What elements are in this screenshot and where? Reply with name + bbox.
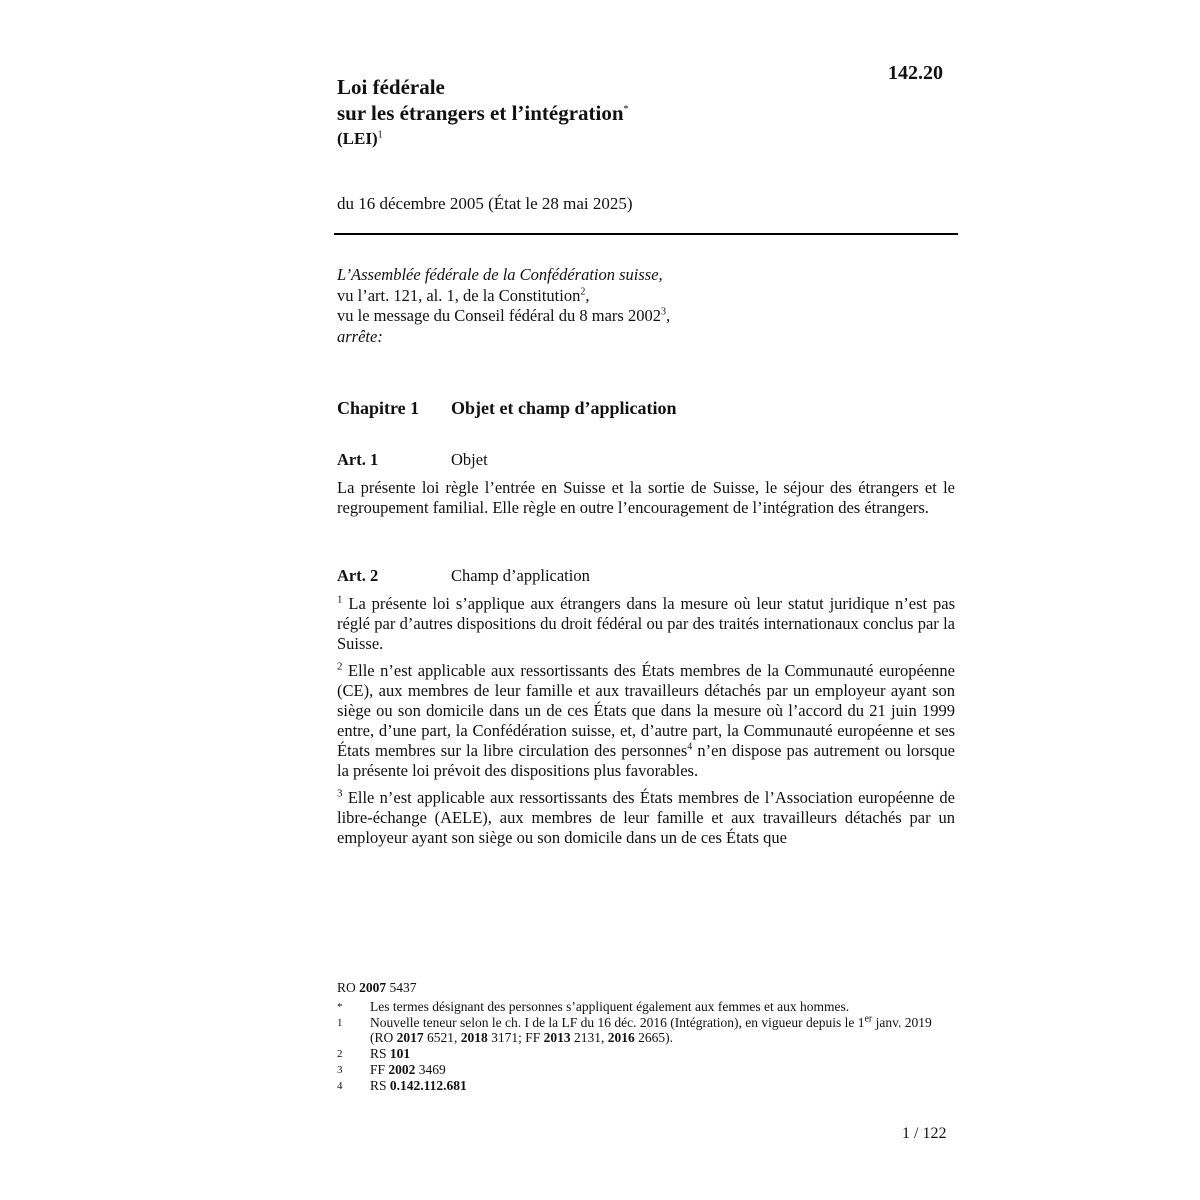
paragraph-1-text: La présente loi s’applique aux étrangers dans la mesure où leur statut juridique n’est pas réglé par d’autres dispositions du droit fédéral ou par des traités internationaux conclus par la Suisse. xyxy=(337,594,955,653)
fn4-number: 0.142.112.681 xyxy=(389,1078,467,1093)
law-title xyxy=(337,74,629,152)
preamble-line-2-end: , xyxy=(665,306,671,325)
footnote-4-text xyxy=(370,1079,955,1094)
article-2-body xyxy=(337,594,955,855)
footnote-ref-2[interactable]: 2 xyxy=(580,286,586,297)
footnote-ref-3[interactable]: 3 xyxy=(660,306,666,318)
article-2-heading xyxy=(337,566,590,586)
ro-prefix: RO xyxy=(337,980,360,995)
article-2-number: Art. 2 xyxy=(337,566,379,585)
article-1-text: La présente loi règle l’entrée en Suisse et la sortie de Suisse, le séjour des étrangers et le regroupement familial. Elle règle en outre l’encouragement de l’intégration des étrangers. xyxy=(337,478,955,517)
footnote-star xyxy=(337,1000,957,1015)
fn2-number: 101 xyxy=(389,1046,411,1061)
chapter-heading xyxy=(337,398,677,419)
footnote-2 xyxy=(337,1047,957,1062)
fn3-prefix: FF xyxy=(370,1062,389,1077)
preamble-line-1-end: , xyxy=(585,285,590,305)
footnote-4-marker: 4 xyxy=(337,1080,343,1092)
fn1-year-4: 2016 xyxy=(607,1029,635,1045)
fn3-year: 2002 xyxy=(388,1062,416,1077)
article-1-body xyxy=(337,478,955,525)
footnote-4 xyxy=(337,1079,957,1094)
ro-year: 2007 xyxy=(359,980,387,995)
title-line-1: Loi fédérale xyxy=(337,75,445,99)
footnote-star-text: Les termes désignant des personnes s’appliquent également aux femmes et aux hommes. xyxy=(370,999,850,1014)
paragraph-number-3: 3 xyxy=(337,787,343,800)
fn1-year-2: 2018 xyxy=(460,1029,488,1045)
article-1-number: Art. 1 xyxy=(337,450,379,469)
abbr-footnote-marker[interactable]: 1 xyxy=(377,129,383,141)
fn1-year-1: 2017 xyxy=(396,1029,424,1045)
footnote-3 xyxy=(337,1063,957,1078)
abbr-text: (LEI) xyxy=(337,129,378,148)
paragraph-2-text: Elle n’est applicable aux ressortissants des États membres de la Communauté européenne (CE), aux membres de leur famille et aux travailleurs détachés par un employeur ayant son siège ou son domicile dans un de ces États que dans la mesure où l’accord du 21 juin 1999 entre, d’une part, la Confédération suisse, et, d’autre part, la Communauté européenne et ses États membres sur la libre circulation des personnes xyxy=(337,661,955,760)
footnote-1-text xyxy=(370,1013,955,1045)
paragraph-2-end: n’en dispose pas autrement ou lorsque la présente loi prévoit des dispositions plus favorables. xyxy=(337,741,955,780)
ro-reference xyxy=(337,980,417,996)
title-line-2-text: sur les étrangers et l’intégration xyxy=(337,101,624,125)
chapter-title: Objet et champ d’application xyxy=(451,398,677,418)
preamble-line-2 xyxy=(337,306,957,327)
footnote-2-text xyxy=(370,1047,955,1062)
fn1-part-b: janv. 2019 (RO xyxy=(370,1015,932,1045)
chapter-number: Chapitre 1 xyxy=(337,398,420,418)
preamble-assembly: L’Assemblée fédérale de la Confédération suisse, xyxy=(337,265,663,284)
fn1-ordinal: er xyxy=(864,1013,873,1025)
fn2-prefix: RS xyxy=(370,1046,390,1061)
title-line-2 xyxy=(337,100,629,126)
paragraph-3-text: Elle n’est applicable aux ressortissants des États membres de l’Association européenne de libre-échange (AELE), aux membres de leur famille et aux travailleurs détachés par un employeur ayant son siège ou son domicile dans un de ces États que xyxy=(337,788,956,847)
fn4-prefix: RS xyxy=(370,1078,390,1093)
footnote-ref-4[interactable]: 4 xyxy=(687,741,693,753)
footnote-star-marker: * xyxy=(337,1001,343,1013)
article-2-paragraph-1 xyxy=(337,594,955,654)
article-1-heading xyxy=(337,450,488,470)
fn1-part-a: Nouvelle teneur selon le ch. I de la LF du 16 déc. 2016 (Intégration), en vigueur depuis le 1 xyxy=(370,1015,865,1030)
fn3-page: 3469 xyxy=(415,1062,446,1077)
article-2-paragraph-2 xyxy=(337,661,955,781)
footnote-2-marker: 2 xyxy=(337,1048,343,1060)
page-indicator: 1 / 122 xyxy=(902,1125,947,1142)
footnote-3-text xyxy=(370,1063,955,1078)
law-abbreviation xyxy=(337,126,629,152)
fn1-year-3: 2013 xyxy=(543,1029,571,1045)
preamble-line-2-text: vu le message du Conseil fédéral du 8 mars 2002 xyxy=(337,306,661,325)
header-divider xyxy=(334,233,958,235)
preamble-decree: arrête: xyxy=(337,326,383,346)
preamble-line-1 xyxy=(337,286,957,307)
ro-page: 5437 xyxy=(386,980,417,995)
fn1-page-3: 2131, xyxy=(570,1029,608,1045)
fn1-page-1: 6521, xyxy=(423,1029,461,1045)
footnote-1-marker: 1 xyxy=(337,1017,343,1029)
title-footnote-marker[interactable]: * xyxy=(623,104,629,115)
footnote-1 xyxy=(337,1013,957,1045)
preamble-line-1-text: vu l’art. 121, al. 1, de la Constitution xyxy=(337,285,581,305)
paragraph-number-1: 1 xyxy=(337,593,343,606)
law-date: du 16 décembre 2005 (État le 28 mai 2025) xyxy=(337,194,633,213)
fn1-page-2: 3171; FF xyxy=(487,1029,544,1045)
article-1-title: Objet xyxy=(451,450,488,469)
preamble xyxy=(337,265,957,347)
article-2-paragraph-3 xyxy=(337,788,955,848)
sr-number: 142.20 xyxy=(888,62,943,84)
fn1-page-4: 2665). xyxy=(634,1029,674,1045)
paragraph-number-2: 2 xyxy=(337,660,343,673)
footnote-3-marker: 3 xyxy=(337,1064,343,1076)
article-2-title: Champ d’application xyxy=(451,566,590,585)
